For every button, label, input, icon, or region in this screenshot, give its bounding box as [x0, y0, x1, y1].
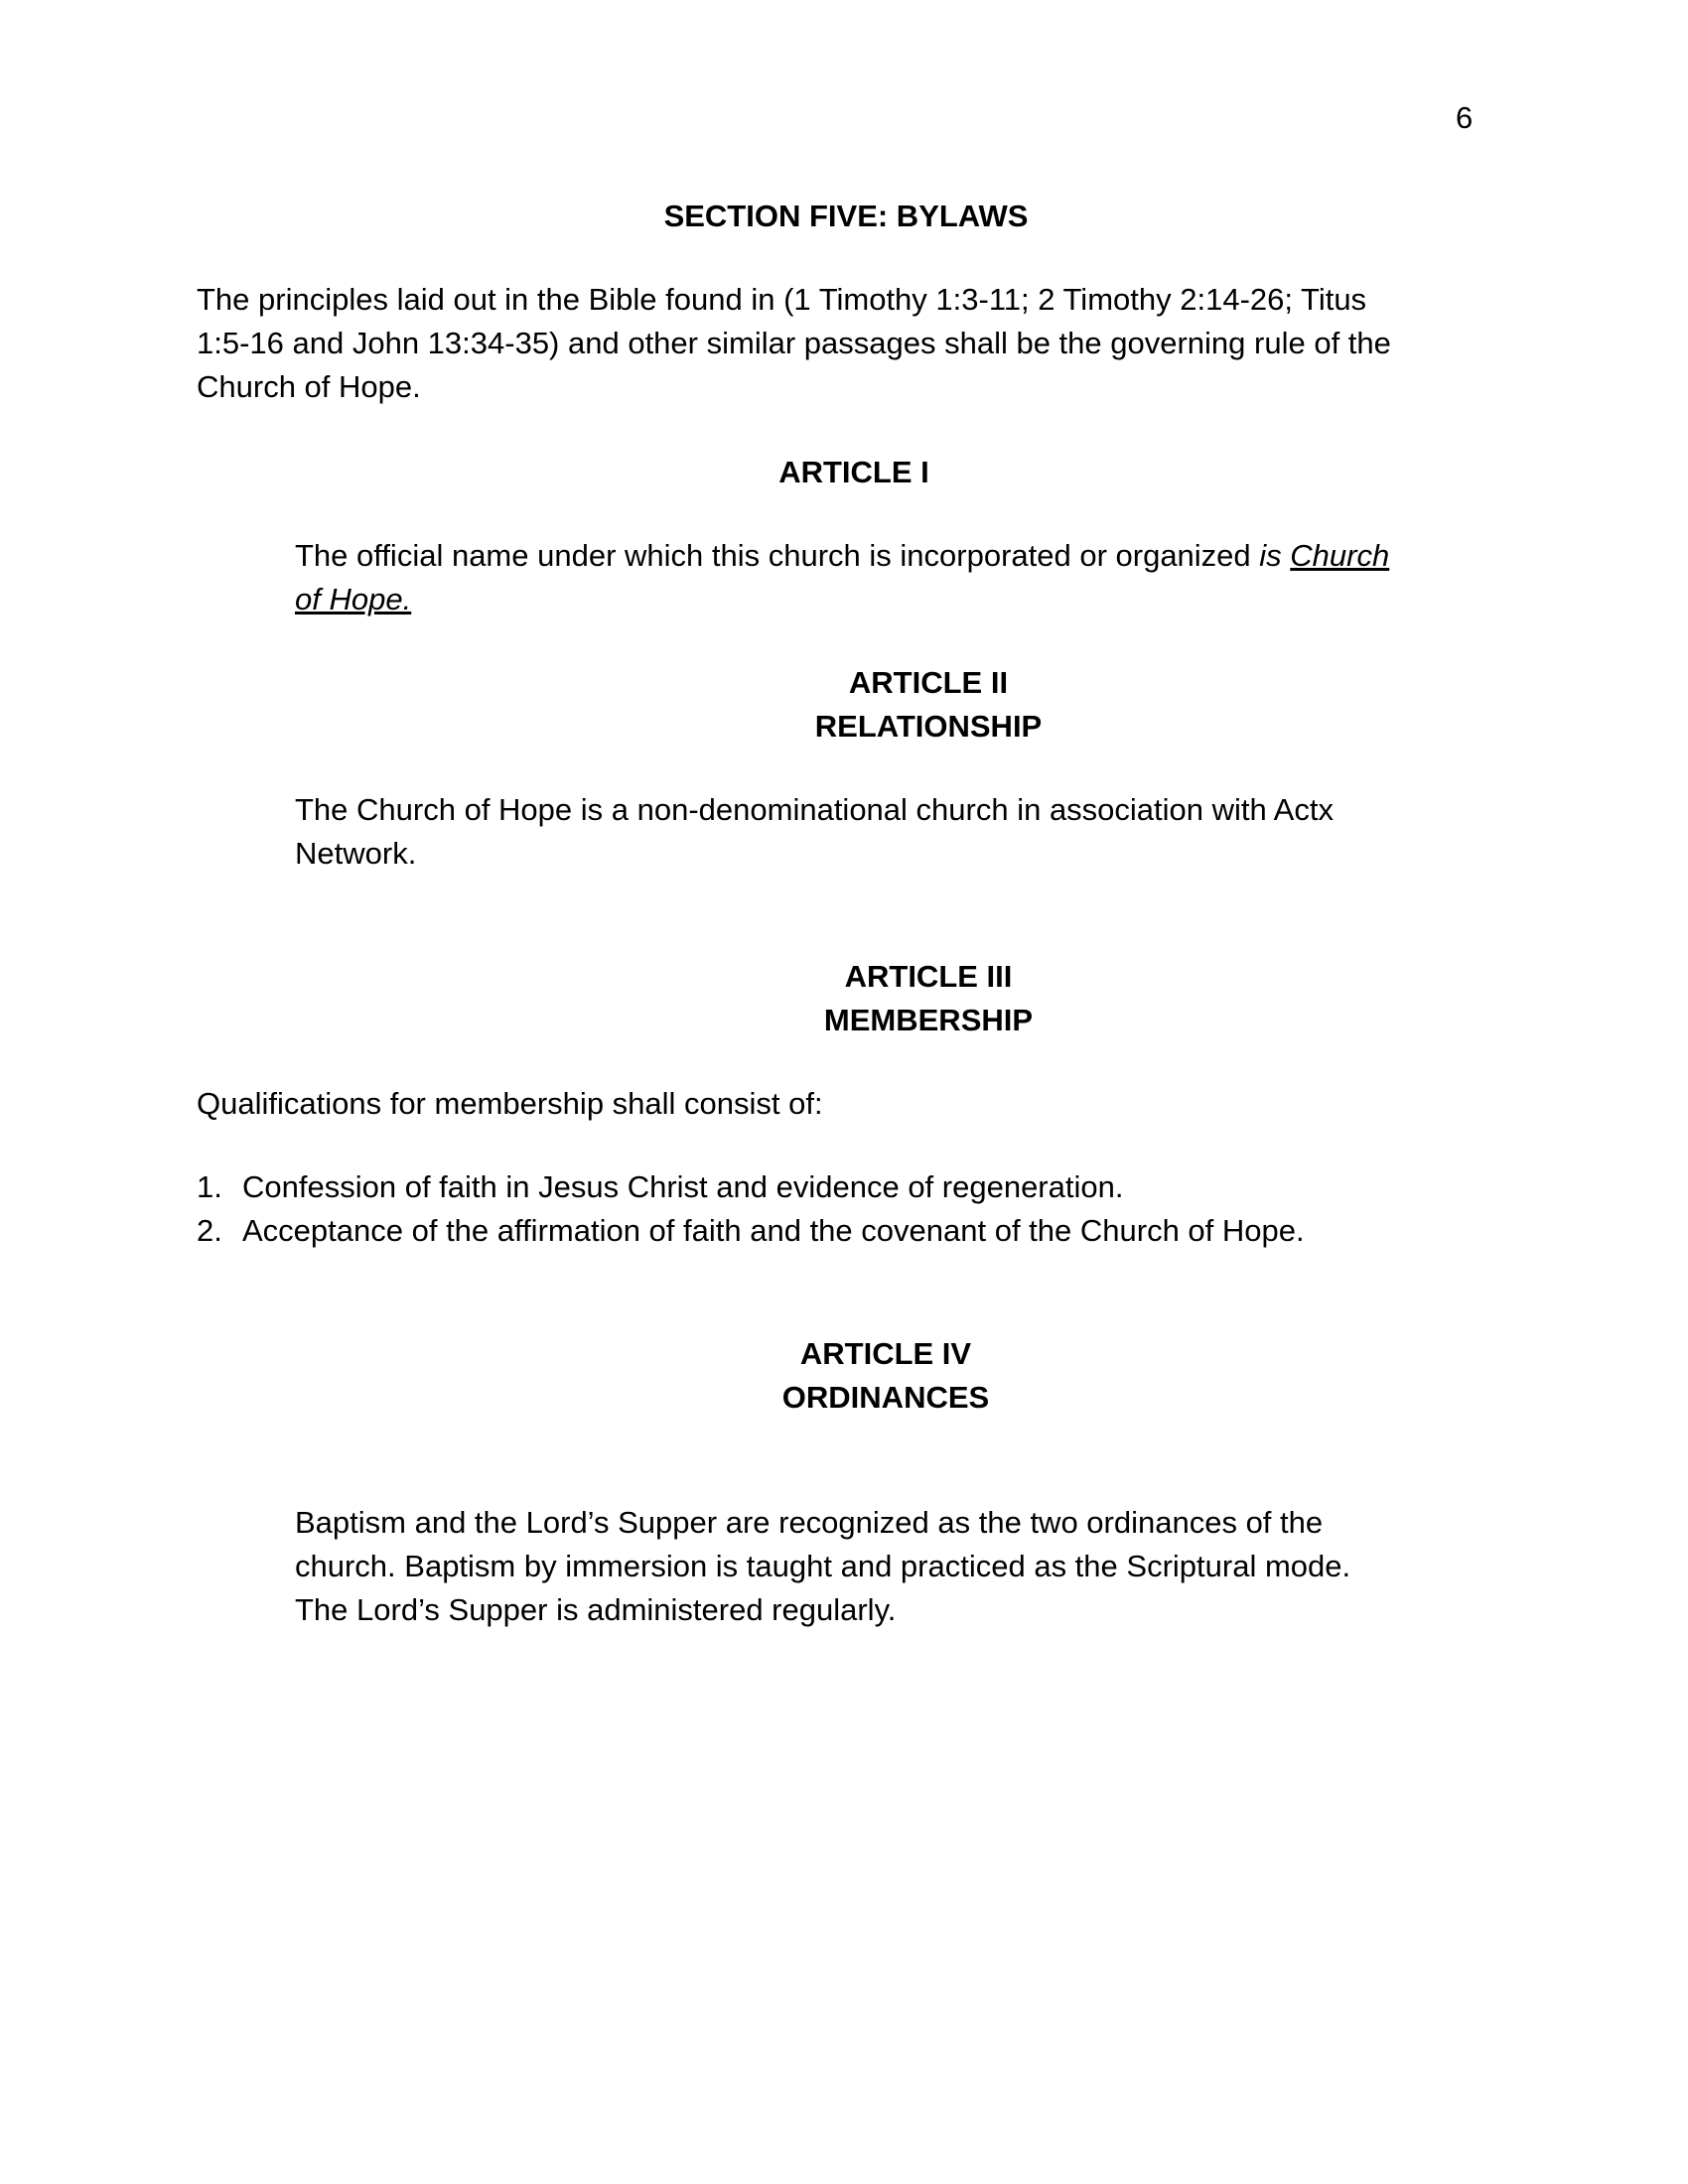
article3-subheading: MEMBERSHIP	[823, 1003, 1034, 1037]
list-item-number: 1.	[197, 1169, 222, 1204]
article2-subheading: RELATIONSHIP	[814, 709, 1043, 744]
article2-line: Network.	[295, 836, 417, 871]
article4-heading: ARTICLE IV	[799, 1336, 972, 1371]
article2-line: The Church of Hope is a non-denominational church in association with Actx	[295, 792, 1334, 827]
article1-line	[295, 534, 1389, 578]
article1-text: The official name under which this church is incorporated or organized	[295, 538, 1260, 573]
list-item-text: Acceptance of the affirmation of faith and the covenant of the Church of Hope.	[242, 1213, 1305, 1248]
article2-heading: ARTICLE II	[848, 665, 1009, 700]
article3-intro: Qualifications for membership shall consist of:	[197, 1086, 823, 1121]
article3-heading: ARTICLE III	[844, 959, 1013, 994]
article1-heading: ARTICLE I	[778, 455, 929, 489]
article1-church-name-part1: Church	[1290, 538, 1390, 573]
article4-line: church. Baptism by immersion is taught and practiced as the Scriptural mode.	[295, 1549, 1351, 1583]
article4-line: The Lord’s Supper is administered regularly.	[295, 1592, 897, 1627]
article1-church-name-part2: of Hope.	[295, 582, 412, 616]
intro-line: 1:5-16 and John 13:34-35) and other similar passages shall be the governing rule of the	[197, 326, 1391, 360]
article1-space	[1282, 538, 1291, 573]
section-title: SECTION FIVE: BYLAWS	[663, 199, 1029, 233]
article1-italic-word: is	[1259, 538, 1282, 573]
intro-line: The principles laid out in the Bible found in (1 Timothy 1:3-11; 2 Timothy 2:14-26; Titus	[197, 282, 1367, 317]
list-item-text: Confession of faith in Jesus Christ and evidence of regeneration.	[242, 1169, 1124, 1204]
list-item-number: 2.	[197, 1213, 222, 1248]
article4-subheading: ORDINANCES	[781, 1380, 990, 1415]
page-number: 6	[1456, 100, 1474, 135]
article4-line: Baptism and the Lord’s Supper are recognized as the two ordinances of the	[295, 1505, 1324, 1540]
intro-line: Church of Hope.	[197, 369, 421, 404]
